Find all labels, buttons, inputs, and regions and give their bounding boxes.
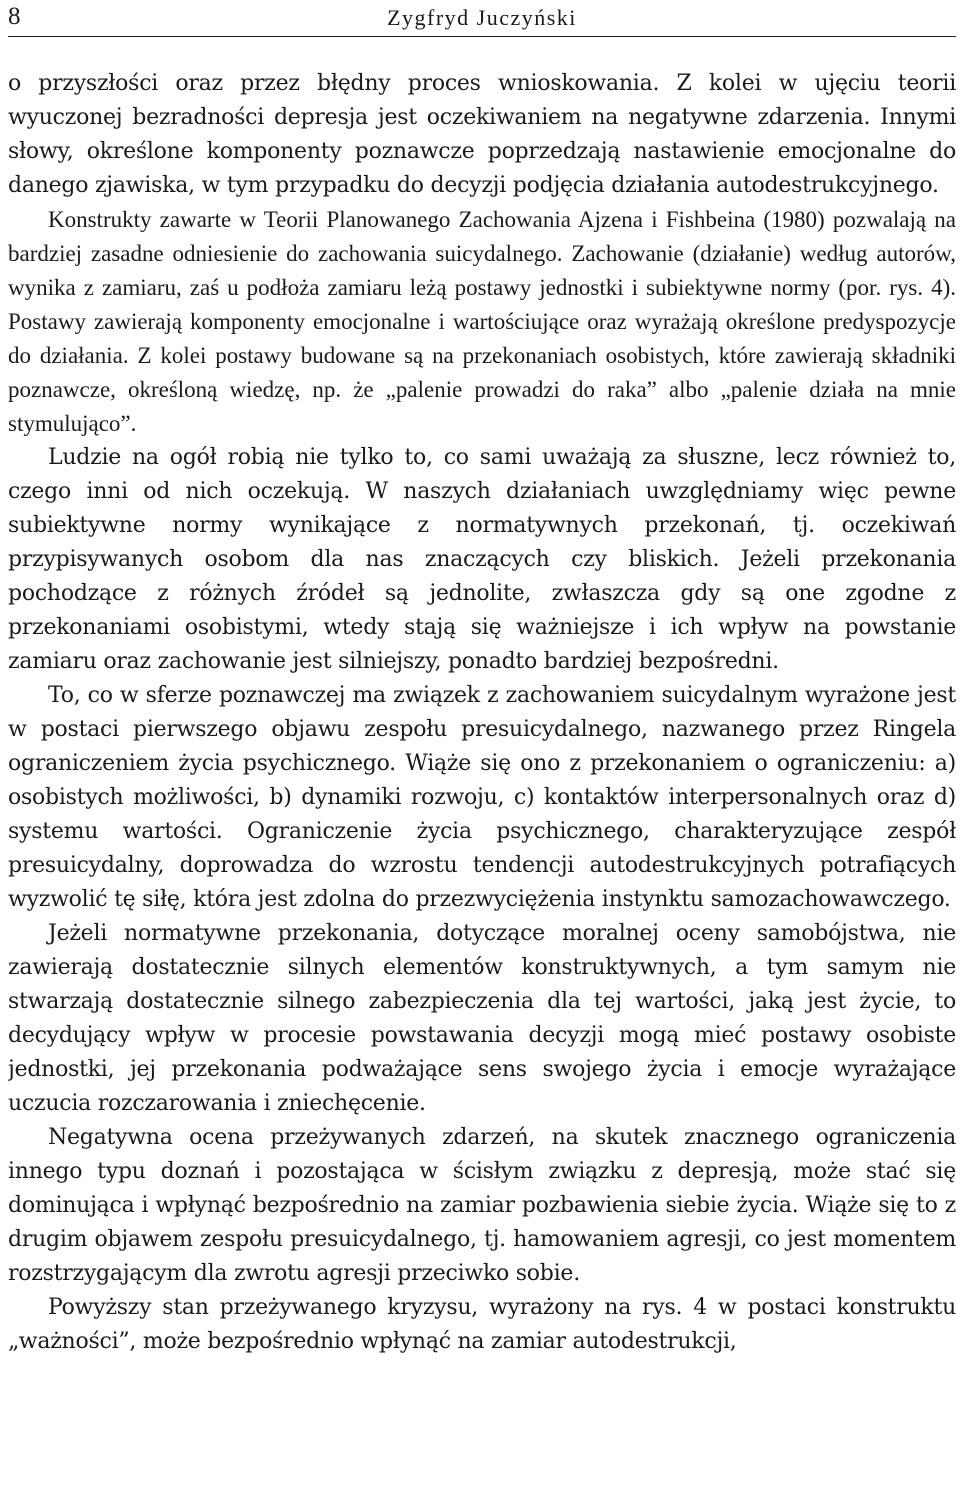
paragraph: To, co w sferze poznawczej ma związek z zachowaniem suicydalnym wyrażone jest w postaci pierwszego objawu zespołu presuicydalnego, nazwanego przez Ringela ograniczeniem życia psychicznego. Wiąże się ono z przekonaniem o ograniczeniu: a) osobistych możliwości, b) dynamiki rozwoju, c) kontaktów interpersonalnych oraz d) systemu wartości. Ograniczenie życia psychicznego, charakteryzujące zespół presuicydalny, doprowadza do wzrostu tendencji autodestrukcyjnych potrafiących wyzwolić tę siłę, która jest zdolna do przezwyciężenia instynktu samozachowawczego. xyxy=(8,683,956,912)
document-page xyxy=(8,0,956,1496)
paragraph: Jeżeli normatywne przekonania, dotyczące moralnej oceny samobójstwa, nie zawierają dostatecznie silnych elementów konstruktywnych, a tym samym nie stwarzają dostatecznie silnego zabezpieczenia dla tej wartości, jaką jest życie, to decydujący wpływ w procesie powstawania decyzji mogą mieć postawy osobiste jednostki, jej przekonania podważające sens swojego życia i emocje wyrażające uczucia rozczarowania i zniechęcenie. xyxy=(8,921,956,1116)
paragraph: Konstrukty zawarte w Teorii Planowanego Zachowania Ajzena i Fishbeina (1980) pozwalają na bardziej zasadne odniesienie do zachowania suicydalnego. Zachowanie (działanie) według autorów, wynika z zamiaru, zaś u podłoża zamiaru leżą postawy jednostki i subiektywne normy (por. rys. 4). Postawy zawierają komponenty emocjonalne i wartościujące oraz wyrażają określone predyspozycje do działania. Z kolei postawy budowane są na przekonaniach osobistych, które zawierają składniki poznawcze, określoną wiedzę, np. że „palenie prowadzi do raka” albo „palenie działa na mnie stymulująco”. xyxy=(8,207,956,436)
paragraph: Negatywna ocena przeżywanych zdarzeń, na skutek znacznego ograniczenia innego typu doznań i pozostająca w ścisłym związku z depresją, może stać się dominująca i wpłynąć bezpośrednio na zamiar pozbawienia siebie życia. Wiąże się to z drugim objawem zespołu presuicydalnego, tj. hamowaniem agresji, co jest momentem rozstrzygającym dla zwrotu agresji przeciwko sobie. xyxy=(8,1125,956,1286)
page-header xyxy=(8,0,956,37)
paragraph: Ludzie na ogół robią nie tylko to, co sami uważają za słuszne, lecz również to, czego inni od nich oczekują. W naszych działaniach uwzględniamy więc pewne subiektywne normy wynikające z normatywnych przekonań, tj. oczekiwań przypisywanych osobom dla nas znaczących czy bliskich. Jeżeli przekonania pochodzące z różnych źródeł są jednolite, zwłaszcza gdy są one zgodne z przekonaniami osobistymi, wtedy stają się ważniejsze i ich wpływ na powstanie zamiaru oraz zachowanie jest silniejszy, ponadto bardziej bezpośredni. xyxy=(8,445,956,674)
paragraph-continuation: o przyszłości oraz przez błędny proces wnioskowania. Z kolei w ujęciu teorii wyuczonej bezradności depresja jest oczekiwaniem na negatywne zdarzenia. Innymi słowy, określone komponenty poznawcze poprzedzają nastawienie emocjonalne do danego zjawiska, w tym przypadku do decyzji podjęcia działania autodestrukcyjnego. xyxy=(8,71,956,198)
running-head-author: Zygfryd Juczyński xyxy=(387,5,577,30)
body-text xyxy=(8,67,956,1359)
paragraph: Powyższy stan przeżywanego kryzysu, wyrażony na rys. 4 w postaci konstruktu „ważności”, może bezpośrednio wpłynąć na zamiar autodestrukcji, xyxy=(8,1295,956,1354)
page-number: 8 xyxy=(8,3,21,30)
